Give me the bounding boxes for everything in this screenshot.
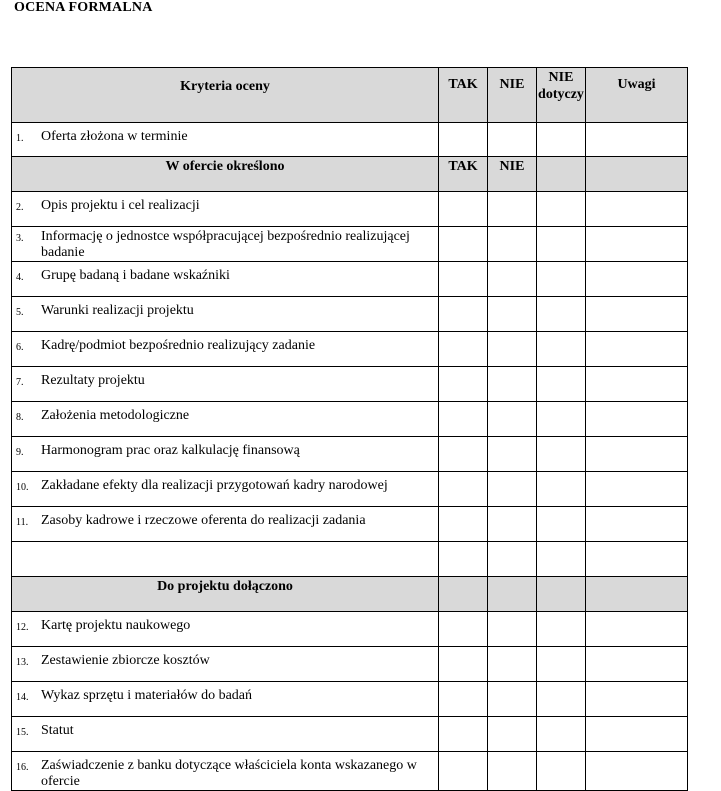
tak-cell (439, 227, 488, 262)
uwagi-cell (586, 612, 688, 647)
uwagi-cell (586, 367, 688, 402)
nie-dotyczy-cell (537, 507, 586, 542)
nie-dotyczy-cell (537, 647, 586, 682)
header-criteria: Kryteria oceny (12, 68, 439, 123)
uwagi-cell (586, 402, 688, 437)
tak-cell (439, 402, 488, 437)
nie-dotyczy-cell (537, 402, 586, 437)
nie-cell (488, 612, 537, 647)
criterion-number: 15. (16, 727, 29, 738)
uwagi-cell (586, 752, 688, 791)
nie-cell (488, 682, 537, 717)
table-row (12, 297, 688, 332)
table-row (12, 402, 688, 437)
section-label: Do projektu dołączono (12, 577, 439, 612)
section-empty-cell (586, 577, 688, 612)
nie-dotyczy-cell (537, 332, 586, 367)
nie-cell (488, 367, 537, 402)
criterion-text: Kadrę/podmiot bezpośrednio realizujący zadanie (41, 338, 316, 353)
criterion-text: Grupę badaną i badane wskaźniki (41, 268, 230, 283)
nie-cell (488, 717, 537, 752)
criterion-number: 3. (16, 233, 24, 244)
header-nie-dotyczy: NIE dotyczy (537, 68, 586, 123)
criterion-number: 6. (16, 342, 24, 353)
criterion-text: Zestawienie zbiorcze kosztów (41, 653, 210, 668)
nie-dotyczy-cell (537, 192, 586, 227)
table-row (12, 752, 688, 791)
criterion-number: 16. (16, 762, 29, 773)
offer-items (12, 192, 688, 542)
uwagi-cell (586, 472, 688, 507)
nie-dotyczy-cell (537, 227, 586, 262)
criterion-text: Rezultaty projektu (41, 373, 145, 388)
criterion-text: Statut (41, 723, 74, 738)
section-empty-cell (537, 157, 586, 192)
criterion-text: Zakładane efekty dla realizacji przygotowań kadry narodowej (41, 478, 388, 493)
tak-cell (439, 682, 488, 717)
tak-cell (439, 717, 488, 752)
tak-cell (439, 262, 488, 297)
table-row (12, 227, 688, 262)
table-row (12, 472, 688, 507)
criterion-cell (12, 367, 439, 402)
criterion-cell (12, 612, 439, 647)
table-row (12, 717, 688, 752)
nie-cell (488, 227, 537, 262)
evaluation-table (11, 67, 688, 791)
tak-cell (439, 752, 488, 791)
uwagi-cell (586, 297, 688, 332)
section-empty-cell (439, 577, 488, 612)
uwagi-cell (586, 507, 688, 542)
criterion-text: Harmonogram prac oraz kalkulację finansową (41, 443, 300, 458)
empty-cell (537, 542, 586, 577)
criterion-number: 11. (16, 517, 29, 528)
section-nie: NIE (488, 157, 537, 192)
criterion-text: Zaświadczenie z banku dotyczące właściciela konta wskazanego w ofercie (41, 758, 417, 789)
nie-dotyczy-cell (537, 717, 586, 752)
tak-cell (439, 612, 488, 647)
nie-cell (488, 647, 537, 682)
criterion-number: 12. (16, 622, 29, 633)
section-tak: TAK (439, 157, 488, 192)
nie-cell (488, 752, 537, 791)
criterion-number: 10. (16, 482, 29, 493)
uwagi-cell (586, 262, 688, 297)
criterion-text: Informację o jednostce współpracującej bezpośrednio realizującej badanie (41, 229, 410, 260)
table-row (12, 332, 688, 367)
tak-cell (439, 123, 488, 157)
criterion-number: 7. (16, 377, 24, 388)
uwagi-cell (586, 332, 688, 367)
section-empty-cell (586, 157, 688, 192)
header-nie: NIE (488, 68, 537, 123)
uwagi-cell (586, 123, 688, 157)
section-label: W ofercie określono (12, 157, 439, 192)
criterion-cell (12, 192, 439, 227)
table-row (12, 192, 688, 227)
tak-cell (439, 367, 488, 402)
nie-cell (488, 192, 537, 227)
criterion-text: Zasoby kadrowe i rzeczowe oferenta do realizacji zadania (41, 513, 366, 528)
tak-cell (439, 472, 488, 507)
table-row (12, 682, 688, 717)
criterion-text: Opis projektu i cel realizacji (41, 198, 200, 213)
section-empty-cell (488, 577, 537, 612)
table-header-row (12, 68, 688, 123)
empty-cell (488, 542, 537, 577)
nie-cell (488, 507, 537, 542)
nie-dotyczy-cell (537, 612, 586, 647)
uwagi-cell (586, 192, 688, 227)
criterion-cell (12, 262, 439, 297)
criterion-number: 13. (16, 657, 29, 668)
nie-dotyczy-cell (537, 752, 586, 791)
criterion-cell (12, 402, 439, 437)
nie-cell (488, 402, 537, 437)
criterion-text: Warunki realizacji projektu (41, 303, 194, 318)
nie-cell (488, 437, 537, 472)
criterion-cell (12, 507, 439, 542)
table-row (12, 123, 688, 157)
criterion-cell (12, 332, 439, 367)
uwagi-cell (586, 682, 688, 717)
criterion-number: 4. (16, 272, 24, 283)
criterion-cell (12, 752, 439, 791)
criterion-number: 2. (16, 202, 24, 213)
nie-cell (488, 332, 537, 367)
nie-cell (488, 123, 537, 157)
nie-cell (488, 262, 537, 297)
criterion-cell (12, 472, 439, 507)
tak-cell (439, 437, 488, 472)
criterion-number: 5. (16, 307, 24, 318)
empty-cell (439, 542, 488, 577)
criterion-number: 1. (16, 133, 24, 144)
criterion-number: 8. (16, 412, 24, 423)
nie-dotyczy-cell (537, 682, 586, 717)
table-row (12, 367, 688, 402)
table-row (12, 612, 688, 647)
table-row (12, 437, 688, 472)
tak-cell (439, 297, 488, 332)
tak-cell (439, 192, 488, 227)
uwagi-cell (586, 437, 688, 472)
criterion-text: Wykaz sprzętu i materiałów do badań (41, 688, 253, 703)
nie-dotyczy-cell (537, 297, 586, 332)
criterion-text: Kartę projektu naukowego (41, 618, 191, 633)
nie-cell (488, 297, 537, 332)
criterion-number: 14. (16, 692, 29, 703)
header-tak: TAK (439, 68, 488, 123)
criterion-text: Oferta złożona w terminie (41, 129, 188, 144)
tak-cell (439, 647, 488, 682)
uwagi-cell (586, 717, 688, 752)
attachment-items (12, 612, 688, 791)
table-row (12, 507, 688, 542)
empty-row (12, 542, 688, 577)
criterion-cell (12, 682, 439, 717)
table-row (12, 262, 688, 297)
uwagi-cell (586, 227, 688, 262)
header-uwagi: Uwagi (586, 68, 688, 123)
nie-cell (488, 472, 537, 507)
criterion-cell (12, 123, 439, 157)
criterion-cell (12, 227, 439, 262)
tak-cell (439, 507, 488, 542)
empty-cell (12, 542, 439, 577)
criterion-text: Założenia metodologiczne (41, 408, 190, 423)
criterion-cell (12, 717, 439, 752)
nie-dotyczy-cell (537, 367, 586, 402)
criterion-cell (12, 297, 439, 332)
nie-dotyczy-cell (537, 472, 586, 507)
nie-dotyczy-cell (537, 123, 586, 157)
section-empty-cell (537, 577, 586, 612)
section-row-attachments (12, 577, 688, 612)
page-title: OCENA FORMALNA (14, 0, 153, 15)
empty-cell (586, 542, 688, 577)
nie-dotyczy-cell (537, 262, 586, 297)
criterion-number: 9. (16, 447, 24, 458)
table-row (12, 647, 688, 682)
criterion-cell (12, 647, 439, 682)
criterion-cell (12, 437, 439, 472)
nie-dotyczy-cell (537, 437, 586, 472)
section-row-offer (12, 157, 688, 192)
tak-cell (439, 332, 488, 367)
uwagi-cell (586, 647, 688, 682)
